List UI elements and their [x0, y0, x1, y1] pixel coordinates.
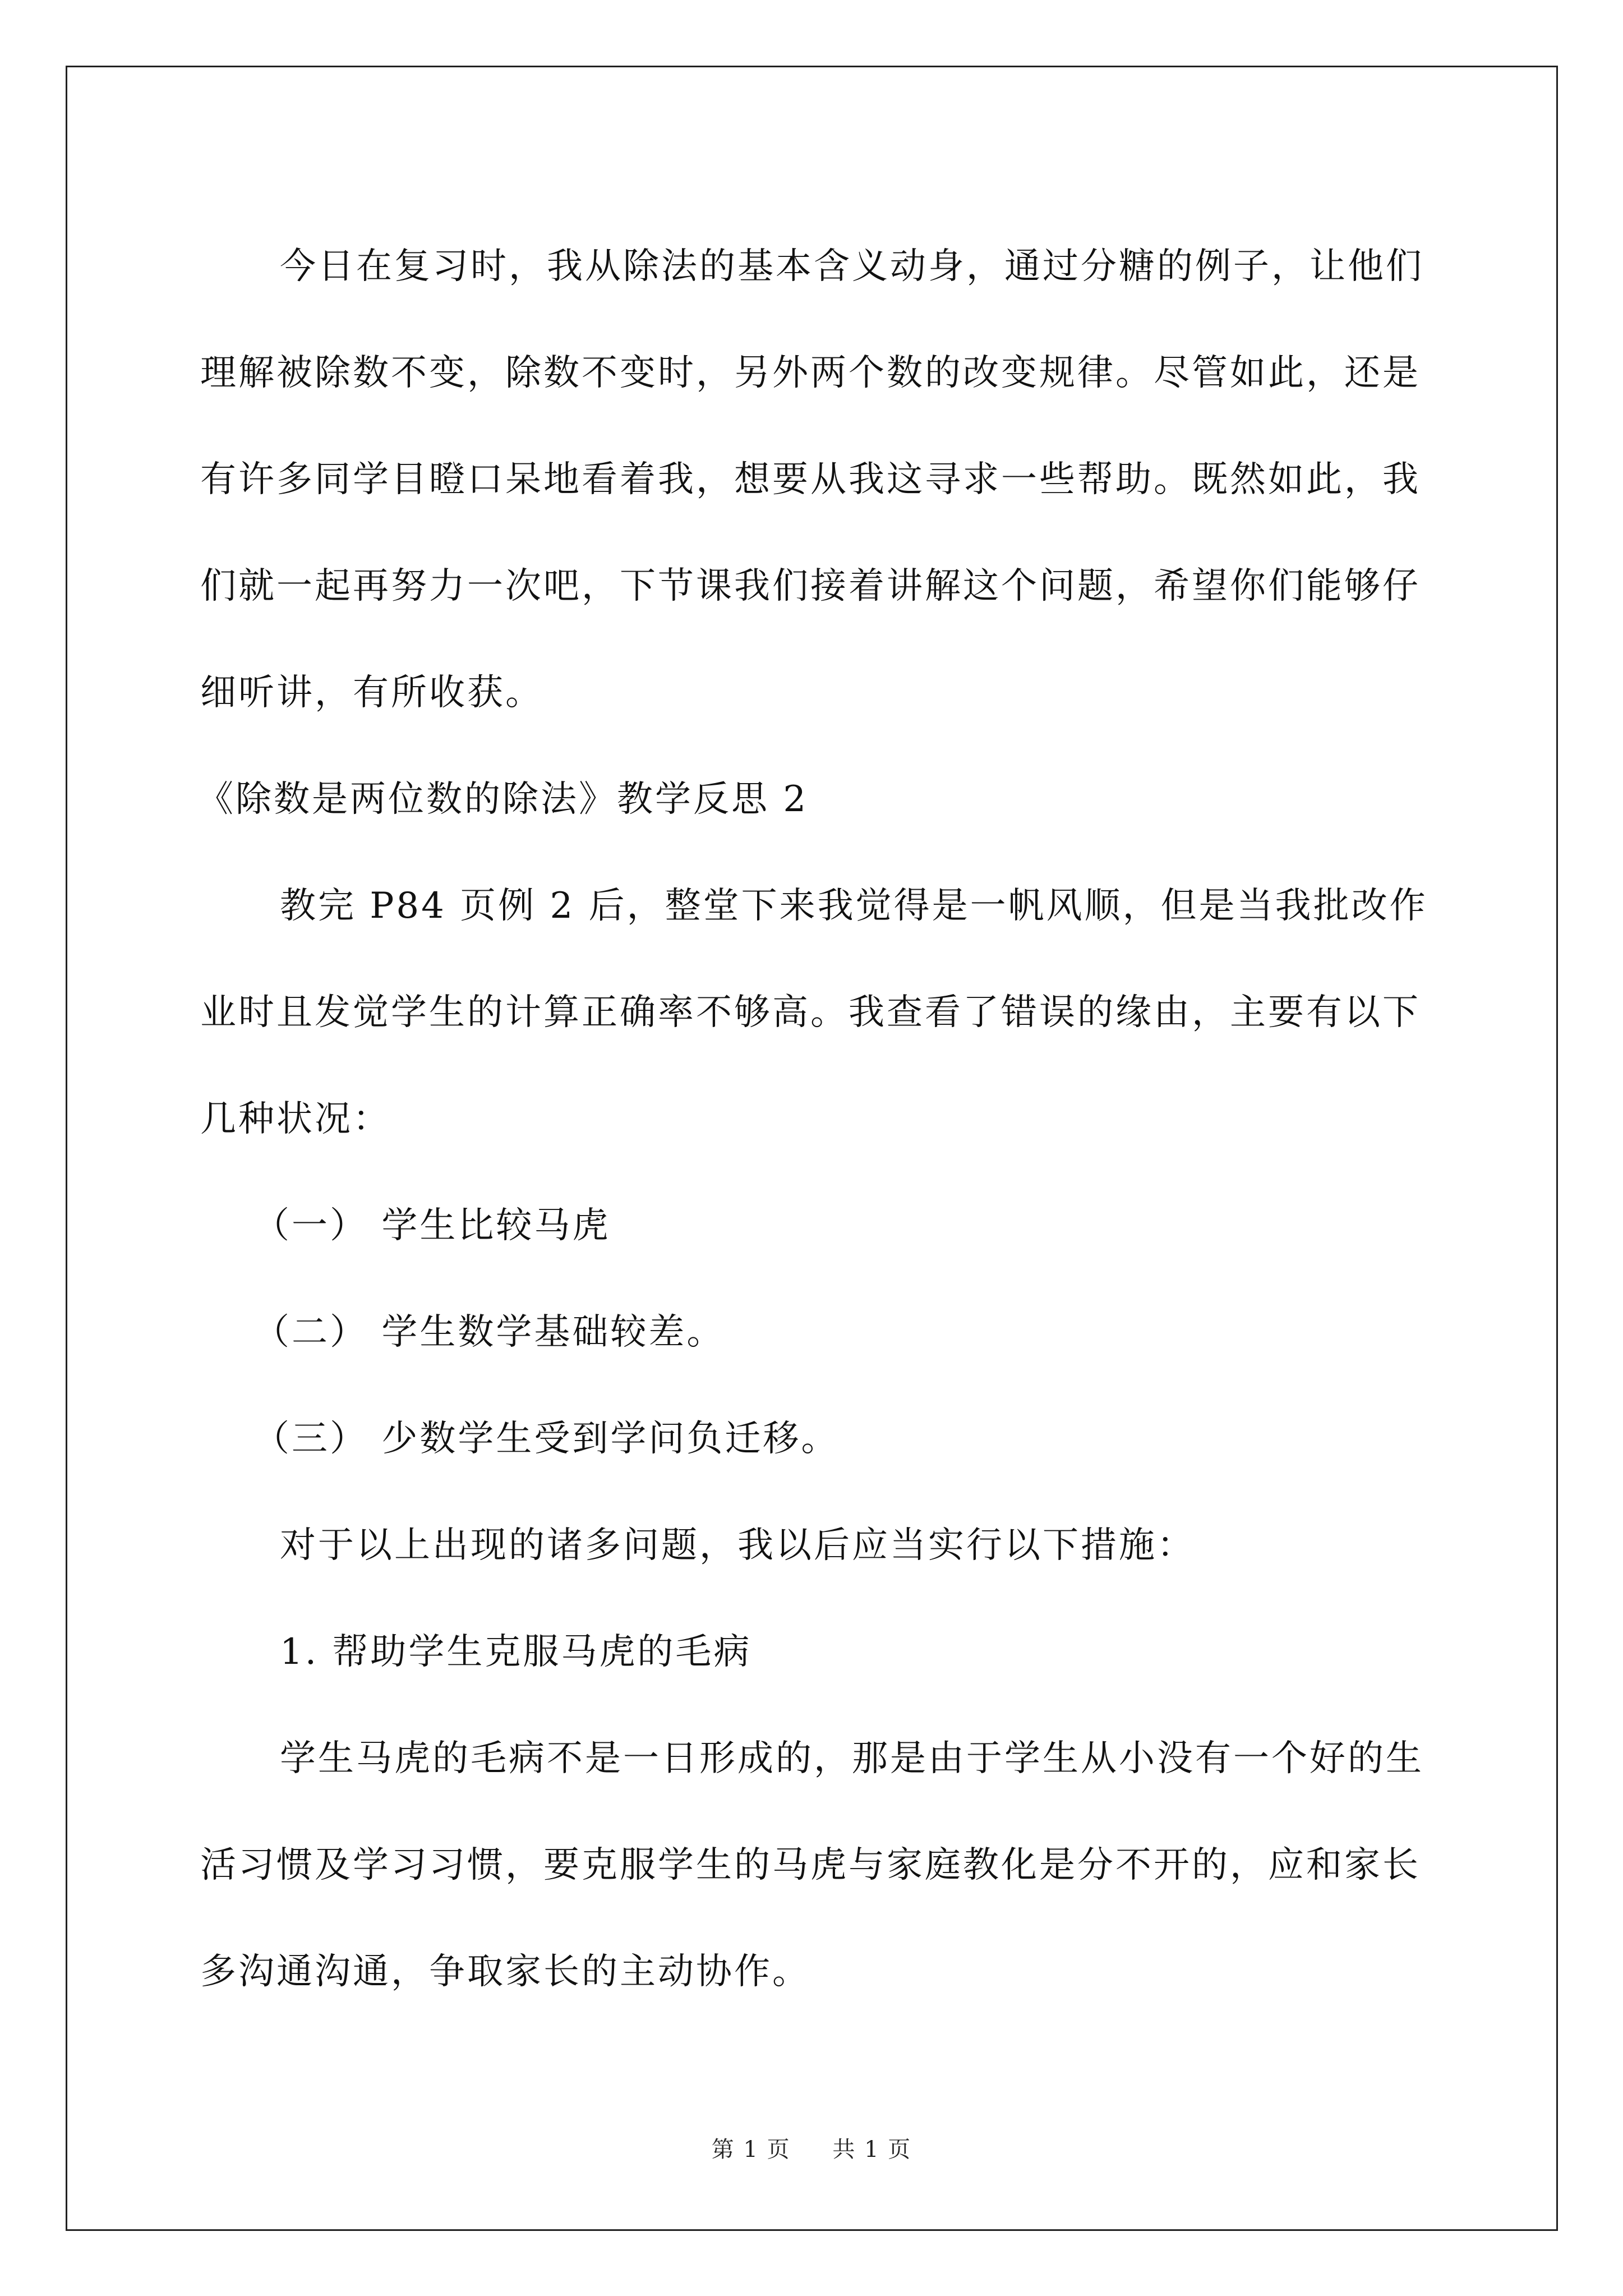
page-total: 共 1 页 [832, 2137, 912, 2162]
intro-paragraph: 今日在复习时，我从除法的基本含义动身，通过分糖的例子，让他们理解被除数不变，除数不变时，另外两个数的改变规律。尽管如此，还是有许多同学目瞪口呆地看着我，想要从我这寻求一些帮助。既然如此，我们就一起再努力一次吧，下节课我们接着讲解这个问题，希望你们能够仔细听讲，有所收获。 [200, 246, 1424, 714]
paragraph-3: 学生马虎的毛病不是一日形成的，那是由于学生从小没有一个好的生活习惯及学习习惯，要克服学生的马虎与家庭教化是分不开的，应和家长多沟通沟通，争取家长的主动协作。 [200, 1738, 1424, 1993]
list-marker: （三） [253, 1418, 368, 1460]
list-text: 学生比较马虎 [381, 1205, 611, 1246]
list-item-3 [200, 1386, 1434, 1492]
list-item-1 [200, 1172, 1434, 1279]
list-text: 学生数学基础较差。 [381, 1312, 725, 1353]
paragraph-1: 教完 P84 页例 2 后，整堂下来我觉得是一帆风顺，但是当我批改作业时且发觉学生的计算正确率不够高。我查看了错误的缘由，主要有以下几种状况： [200, 885, 1428, 1140]
page-footer [0, 2132, 1623, 2164]
section-title: 《除数是两位数的除法》教学反思 2 [197, 779, 809, 820]
list-marker: （二） [253, 1312, 368, 1353]
list-item-2 [200, 1279, 1434, 1386]
paragraph-2: 对于以上出现的诸多问题，我以后应当实行以下措施： [280, 1525, 1195, 1566]
list-text: 少数学生受到学问负迁移。 [381, 1418, 840, 1460]
document-body [197, 213, 1434, 2025]
page-number: 第 1 页 [711, 2137, 791, 2162]
list-marker: （一） [253, 1205, 368, 1246]
measure-1-title: 1. 帮助学生克服马虎的毛病 [280, 1631, 752, 1673]
